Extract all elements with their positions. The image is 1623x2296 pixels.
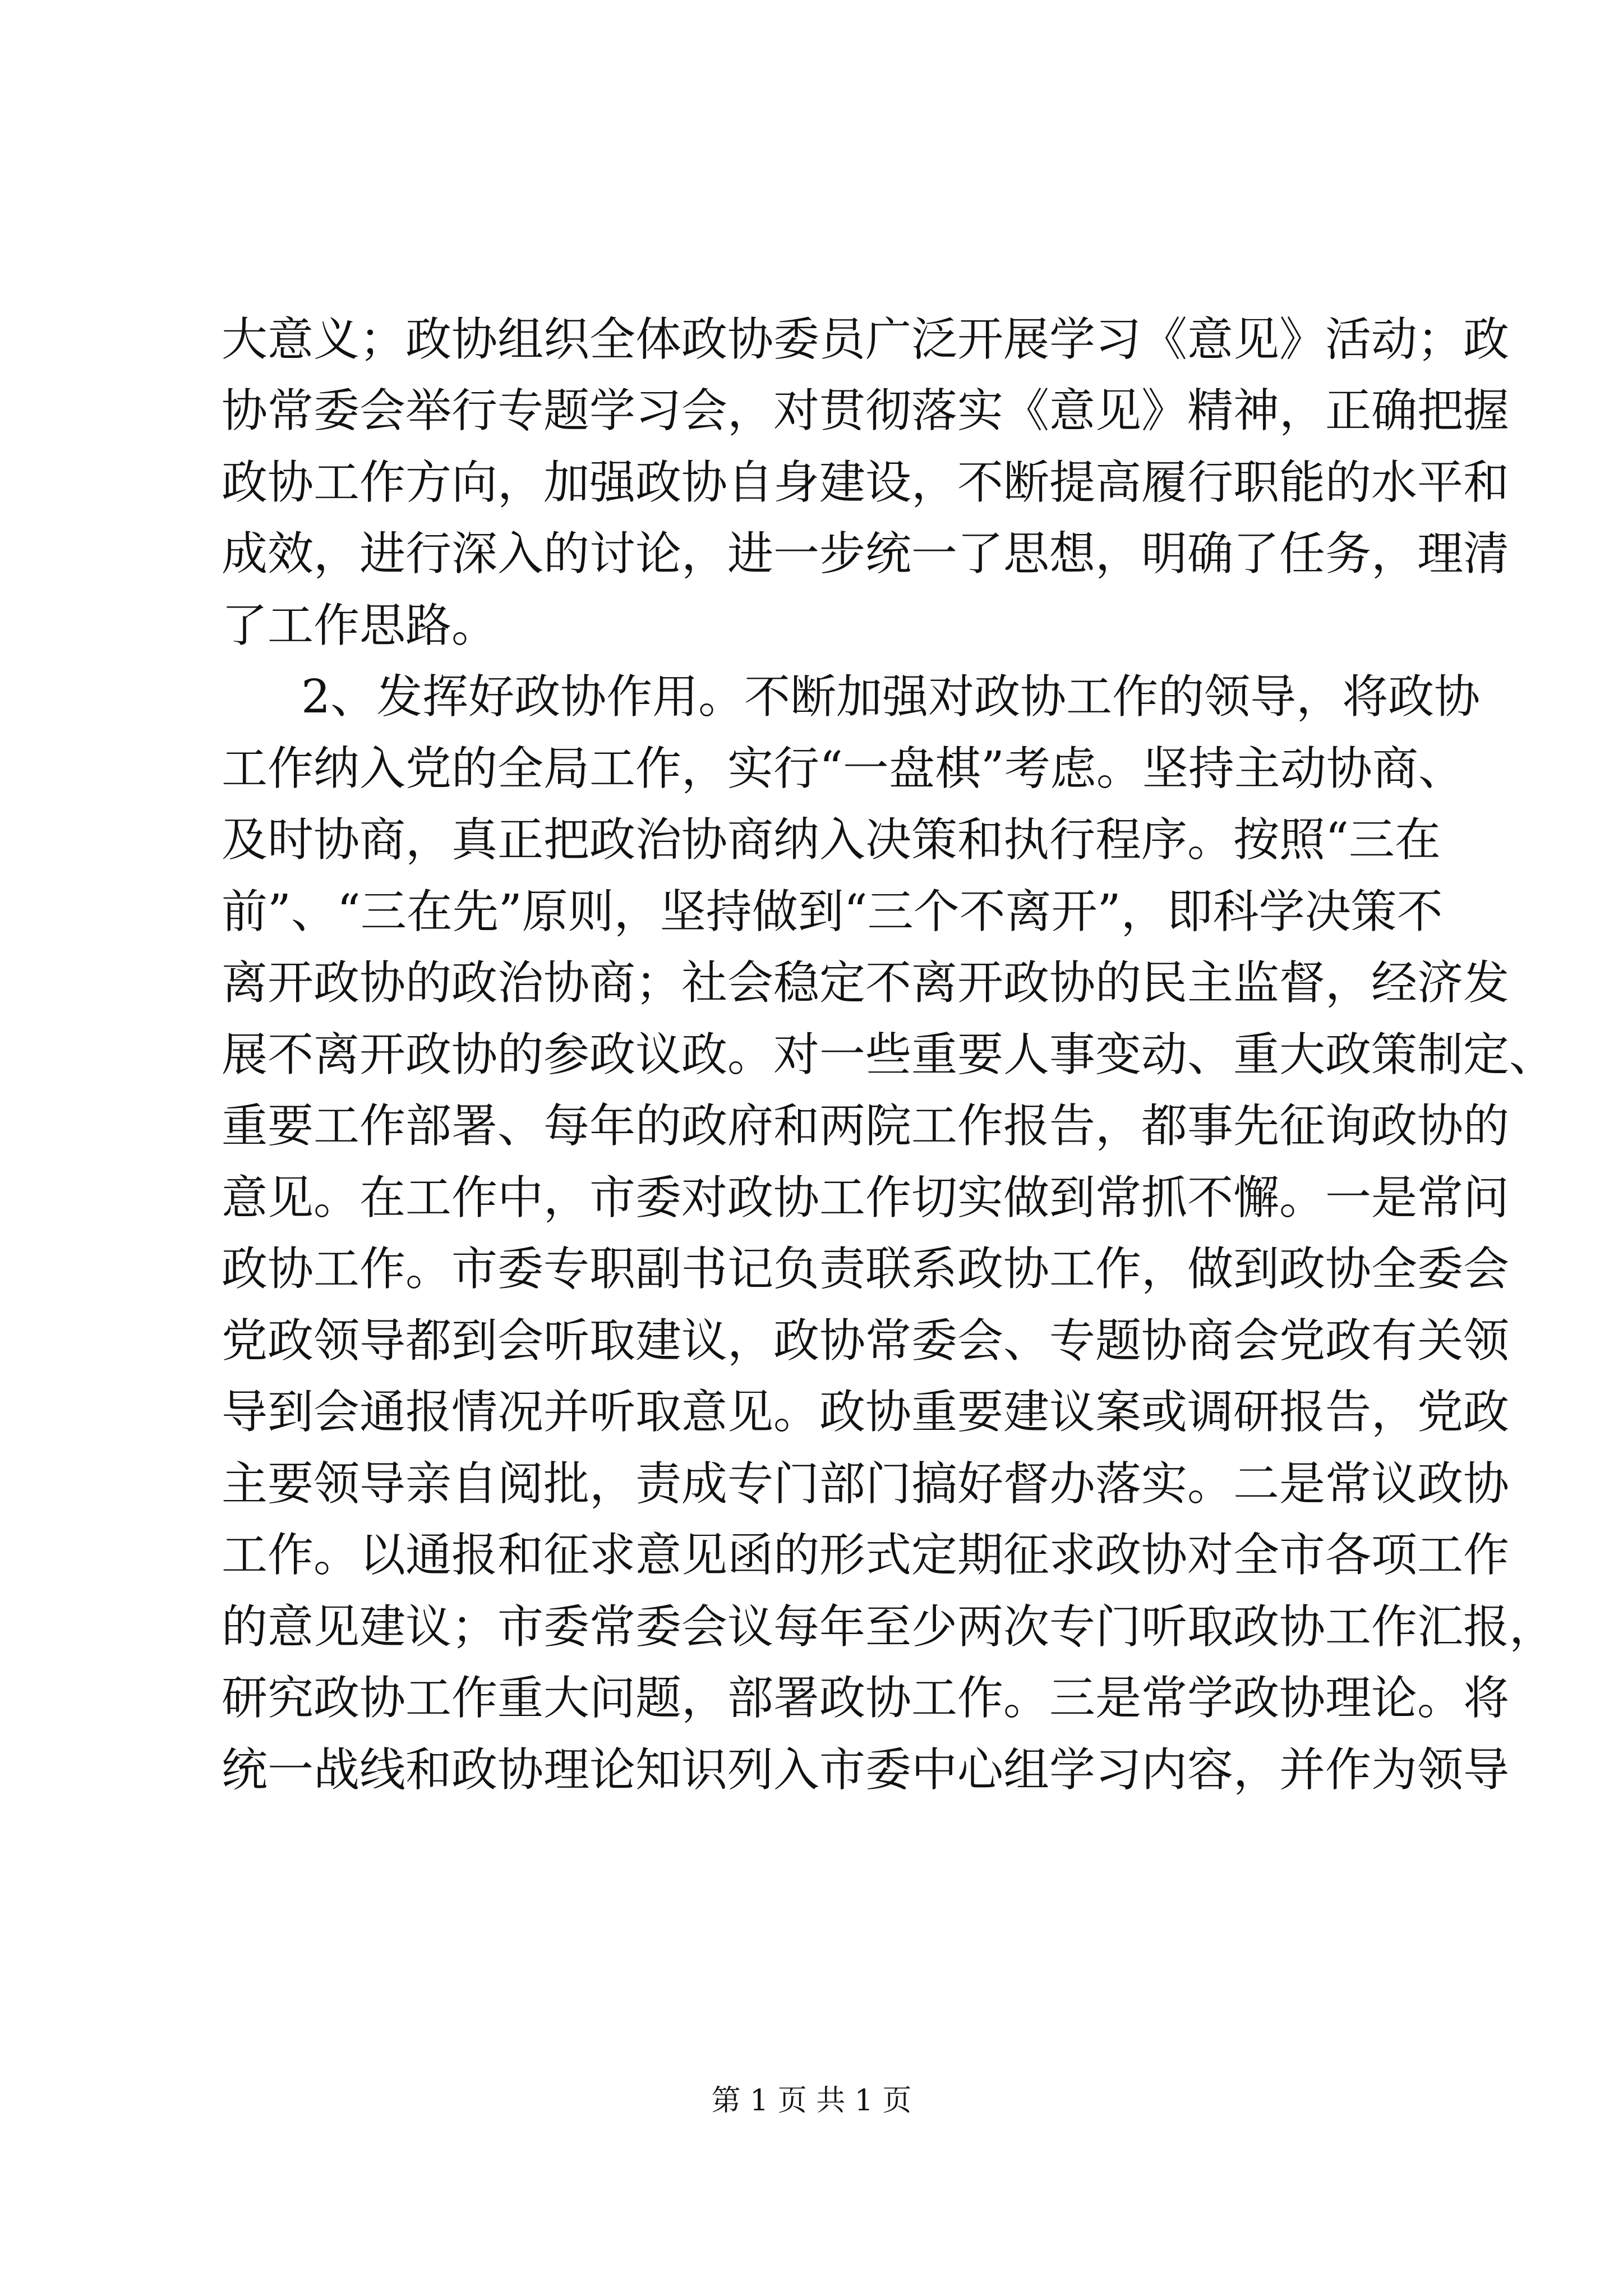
- body-line-5: 了工作思路。: [222, 599, 498, 652]
- body-line-7: 工作纳入党的全局工作，实行“一盘棋”考虑。坚持主动协商、: [222, 742, 1464, 795]
- body-line-6: 2、发挥好政协作用。不断加强对政协工作的领导，将政协: [301, 670, 1481, 724]
- body-line-3: 政协工作方向，加强政协自身建设，不断提高履行职能的水平和: [222, 456, 1510, 509]
- page-number-footer: 第 1 页 共 1 页: [711, 2084, 912, 2118]
- body-line-9: 前”、“三在先”原则，坚持做到“三个不离开”，即科学决策不: [222, 885, 1443, 938]
- body-line-19: 的意见建议；市委常委会议每年至少两次专门听取政协工作汇报，: [222, 1600, 1556, 1654]
- body-line-18: 工作。以通报和征求意见函的形式定期征求政协对全市各项工作: [222, 1529, 1510, 1582]
- body-line-2: 协常委会举行专题学习会，对贯彻落实《意见》精神，正确把握: [222, 384, 1510, 438]
- body-line-8: 及时协商，真正把政治协商纳入决策和执行程序。按照“三在: [222, 813, 1441, 867]
- body-line-21: 统一战线和政协理论知识列入市委中心组学习内容，并作为领导: [222, 1743, 1510, 1797]
- body-line-15: 党政领导都到会听取建议，政协常委会、专题协商会党政有关领: [222, 1314, 1510, 1368]
- body-line-12: 重要工作部署、每年的政府和两院工作报告，都事先征询政协的: [222, 1099, 1510, 1153]
- body-line-14: 政协工作。市委专职副书记负责联系政协工作，做到政协全委会: [222, 1243, 1510, 1296]
- body-line-20: 研究政协工作重大问题，部署政协工作。三是常学政协理论。将: [222, 1672, 1510, 1725]
- body-line-10: 离开政协的政治协商；社会稳定不离开政协的民主监督，经济发: [222, 956, 1510, 1010]
- body-line-1: 大意义；政协组织全体政协委员广泛开展学习《意见》活动；政: [222, 313, 1510, 366]
- body-line-17: 主要领导亲自阅批，责成专门部门搞好督办落实。二是常议政协: [222, 1457, 1510, 1511]
- body-line-4: 成效，进行深入的讨论，进一步统一了思想，明确了任务，理清: [222, 527, 1510, 581]
- body-line-11: 展不离开政协的参政议政。对一些重要人事变动、重大政策制定、: [222, 1028, 1556, 1082]
- body-line-16: 导到会通报情况并听取意见。政协重要建议案或调研报告，党政: [222, 1386, 1510, 1439]
- body-line-13: 意见。在工作中，市委对政协工作切实做到常抓不懈。一是常问: [222, 1171, 1510, 1225]
